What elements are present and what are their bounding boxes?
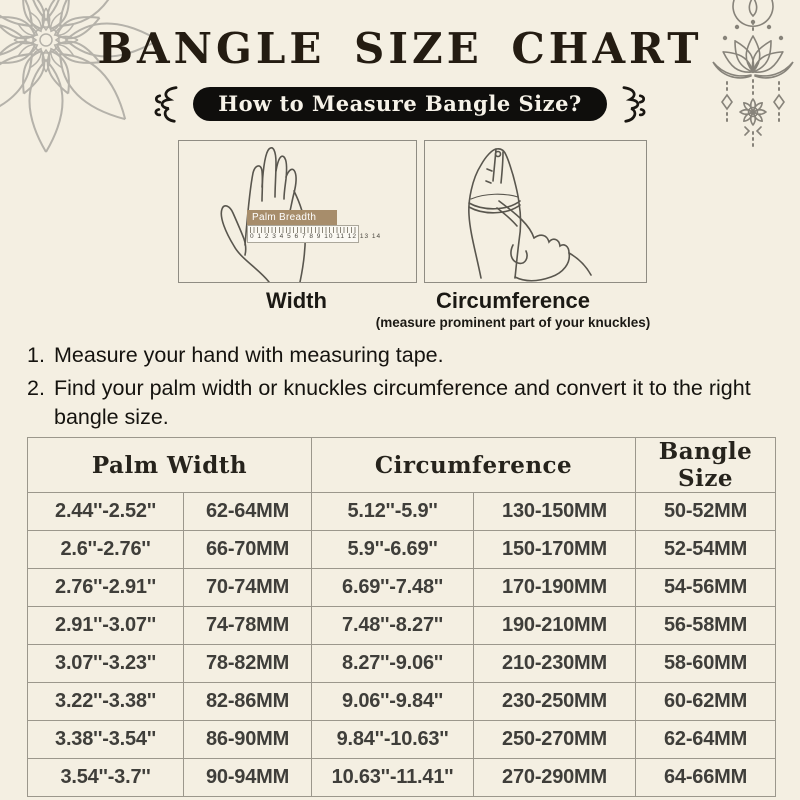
cell: 5.9''-6.69''	[312, 531, 474, 569]
right-flourish-icon	[617, 84, 649, 124]
illustration-row	[178, 140, 647, 283]
table-row	[28, 645, 776, 683]
cell: 2.76''-2.91''	[28, 569, 184, 607]
cell: 8.27''-9.06''	[312, 645, 474, 683]
left-flourish-icon	[151, 84, 183, 124]
cell: 70-74MM	[184, 569, 312, 607]
cell: 6.69''-7.48''	[312, 569, 474, 607]
palm-width-illustration	[178, 140, 417, 283]
instruction-item	[27, 341, 772, 369]
how-to-measure-badge: How to Measure Bangle Size?	[193, 87, 607, 121]
cell: 10.63''-11.41''	[312, 759, 474, 797]
cell: 64-66MM	[636, 759, 776, 797]
badge-row	[0, 84, 800, 124]
bangle-size-table	[27, 437, 776, 797]
cell: 170-190MM	[474, 569, 636, 607]
table-row	[28, 721, 776, 759]
table-row	[28, 569, 776, 607]
cell: 56-58MM	[636, 607, 776, 645]
cell: 7.48''-8.27''	[312, 607, 474, 645]
header-circumference: Circumference	[312, 438, 636, 493]
cell: 210-230MM	[474, 645, 636, 683]
cell: 9.06''-9.84''	[312, 683, 474, 721]
table-row	[28, 531, 776, 569]
ruler	[247, 225, 382, 243]
cell: 54-56MM	[636, 569, 776, 607]
circumference-caption-subtitle: (measure prominent part of your knuckles)	[375, 315, 651, 330]
cell: 2.91''-3.07''	[28, 607, 184, 645]
cell: 3.38''-3.54''	[28, 721, 184, 759]
table-header-row	[28, 438, 776, 493]
cell: 230-250MM	[474, 683, 636, 721]
cell: 3.54''-3.7''	[28, 759, 184, 797]
instructions-list	[27, 341, 772, 436]
cell: 90-94MM	[184, 759, 312, 797]
cell: 66-70MM	[184, 531, 312, 569]
cell: 60-62MM	[636, 683, 776, 721]
cell: 250-270MM	[474, 721, 636, 759]
circumference-caption-title: Circumference	[435, 288, 591, 313]
cell: 130-150MM	[474, 493, 636, 531]
ruler-numbers: 0 1 2 3 4 5 6 7 8 9 10 11 12 13 14	[250, 233, 382, 240]
instruction-number: 1.	[27, 343, 45, 367]
measuring-hands-drawing	[425, 141, 646, 282]
page-title: BANGLE SIZE CHART	[97, 24, 703, 73]
circumference-illustration	[424, 140, 647, 283]
cell: 74-78MM	[184, 607, 312, 645]
table-row	[28, 493, 776, 531]
table-row	[28, 759, 776, 797]
instruction-text: Find your palm width or knuckles circumference and convert it to the right bangle size.	[54, 376, 751, 429]
cell: 3.22''-3.38''	[28, 683, 184, 721]
cell: 52-54MM	[636, 531, 776, 569]
table-row	[28, 607, 776, 645]
cell: 50-52MM	[636, 493, 776, 531]
instruction-number: 2.	[27, 376, 45, 401]
cell: 62-64MM	[636, 721, 776, 759]
cell: 62-64MM	[184, 493, 312, 531]
cell: 2.6''-2.76''	[28, 531, 184, 569]
cell: 86-90MM	[184, 721, 312, 759]
width-caption: Width	[266, 288, 327, 313]
table-row	[28, 683, 776, 721]
cell: 58-60MM	[636, 645, 776, 683]
instruction-item	[27, 374, 772, 431]
cell: 270-290MM	[474, 759, 636, 797]
cell: 82-86MM	[184, 683, 312, 721]
cell: 3.07''-3.23''	[28, 645, 184, 683]
instruction-text: Measure your hand with measuring tape.	[54, 343, 444, 367]
cell: 2.44''-2.52''	[28, 493, 184, 531]
cell: 78-82MM	[184, 645, 312, 683]
palm-breadth-label: Palm Breadth	[247, 210, 337, 225]
circumference-caption	[363, 288, 663, 330]
cell: 5.12''-5.9''	[312, 493, 474, 531]
cell: 9.84''-10.63''	[312, 721, 474, 759]
cell: 150-170MM	[474, 531, 636, 569]
cell: 190-210MM	[474, 607, 636, 645]
header-palm-width: Palm Width	[28, 438, 312, 493]
header-bangle-size: Bangle Size	[636, 438, 776, 493]
